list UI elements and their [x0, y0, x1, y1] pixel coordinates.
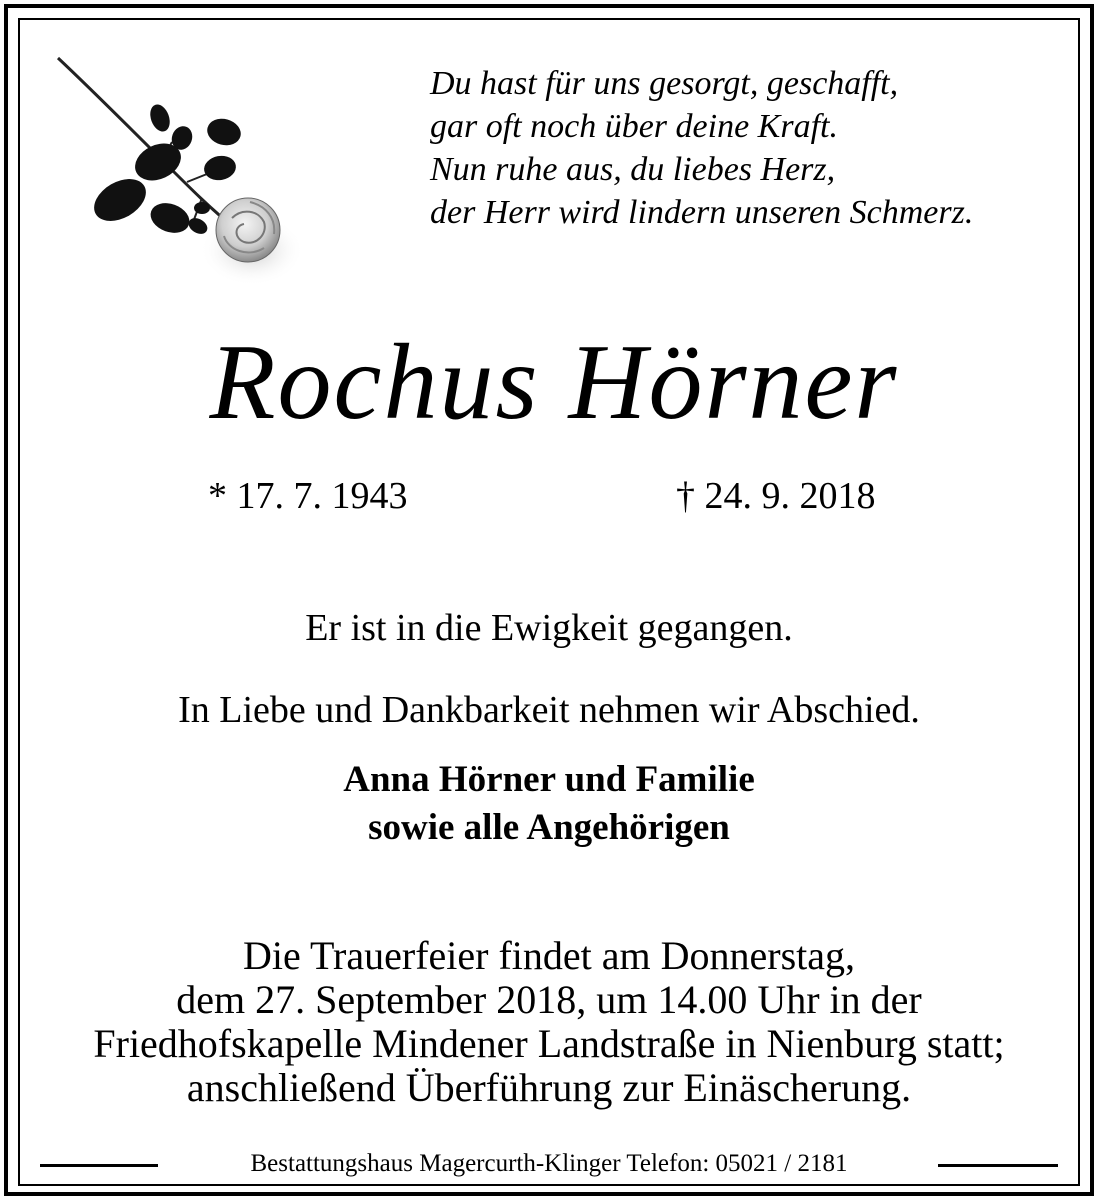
service-line: Friedhofskapelle Mindener Landstraße in Nienburg statt;: [93, 1021, 1005, 1066]
poem: [430, 62, 1070, 234]
birth-date: * 17. 7. 1943: [208, 475, 408, 517]
funeral-home-footer: Bestattungshaus Magercurth-Klinger Telefon: 05021 / 2181: [250, 1150, 848, 1177]
poem-line: der Herr wird lindern unseren Schmerz.: [430, 194, 974, 231]
service-line: anschließend Überführung zur Einäscherung.: [186, 1065, 912, 1110]
mourners-family: Anna Hörner und Familie: [343, 759, 755, 800]
eternity-message: Er ist in die Ewigkeit gegangen.: [305, 607, 793, 649]
footer-rule-right: [938, 1164, 1058, 1167]
death-date: † 24. 9. 2018: [676, 475, 876, 517]
service-line: dem 27. September 2018, um 14.00 Uhr in der: [176, 977, 922, 1022]
deceased-name: Rochus Hörner: [209, 323, 899, 442]
poem-line: Nun ruhe aus, du liebes Herz,: [430, 151, 836, 188]
farewell-message: In Liebe und Dankbarkeit nehmen wir Abschied.: [178, 689, 920, 731]
poem-line: Du hast für uns gesorgt, geschafft,: [430, 65, 899, 102]
mourners-relatives: sowie alle Angehörigen: [368, 807, 730, 848]
rose-icon: [52, 50, 314, 290]
service-line: Die Trauerfeier findet am Donnerstag,: [242, 933, 856, 978]
service-details: [0, 934, 1098, 1110]
footer-rule-left: [40, 1164, 158, 1167]
poem-line: gar oft noch über deine Kraft.: [430, 108, 838, 145]
